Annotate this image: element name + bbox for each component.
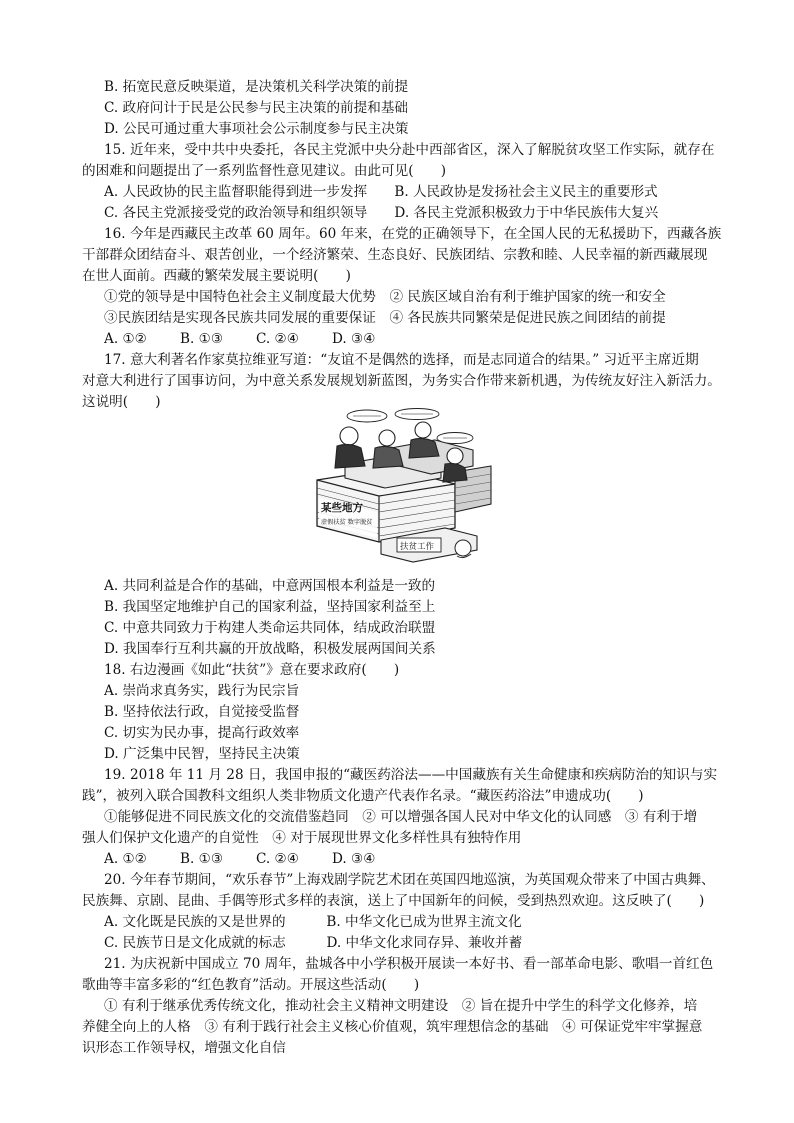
q21-statements-1: ① 有利于继承优秀传统文化，推动社会主义精神文明建设 ② 旨在提升中学生的科学文化修养，培 — [104, 998, 698, 1014]
q14-option-d: D. 公民可通过重大事项社会公示制度参与民主决策 — [104, 121, 409, 137]
cartoon-block-subtitle: 虚假扶贫 数字脱贫 — [321, 519, 373, 526]
q19-statements-2: 强人们保护文化遗产的自觉性 ④ 对于展现世界文化多样性具有独特作用 — [82, 830, 522, 846]
q16-option-b: B. ①③ — [180, 331, 224, 347]
q16-option-a: A. ①② — [104, 331, 147, 347]
q16-statements-2: ③民族团结是实现各民族共同发展的重要保证 ④ 各民族共同繁荣是促进民族之间团结的前提 — [104, 310, 666, 326]
q21-stem-line1: 21. 为庆祝新中国成立 70 周年，盐城各中小学积极开展读一本好书、看一部革命电影、歌唱一首红色 — [104, 956, 714, 972]
q18-option-a: A. 崇尚求真务实，践行为民宗旨 — [104, 683, 300, 699]
q16-statements-1: ①党的领导是中国特色社会主义制度最大优势 ② 民族区域自治有利于维护国家的统一和安全 — [104, 289, 666, 305]
q18-option-c: C. 切实为民办事，提高行政效率 — [104, 725, 300, 741]
q19-option-a: A. ①② — [104, 851, 147, 867]
q19-stem-line2: 践”，被列入联合国教科文组织人类非物质文化遗产代表作名录。“藏医药浴法”申遗成功( ) — [82, 788, 644, 804]
q21-statements-2: 养健全向上的人格 ③ 有利于践行社会主义核心价值观，筑牢理想信念的基础 ④ 可保证党牢牢掌握意 — [82, 1019, 703, 1035]
q20-options-ab: A. 文化既是民族的又是世界的 B. 中华文化已成为世界主流文化 — [104, 914, 522, 930]
q19-statements-1: ①能够促进不同民族文化的交流借鉴趋同 ② 可以增强各国人民对中华文化的认同感 ③ 有利于增 — [104, 809, 698, 825]
q17-option-b: B. 我国坚定地维护自己的国家利益，坚持国家利益至上 — [104, 599, 436, 615]
q15-options-cd: C. 各民主党派接受党的政治领导和组织领导 D. 各民主党派积极致力于中华民族伟大复兴 — [104, 205, 659, 221]
q19-options — [104, 849, 732, 869]
q14-option-b: B. 拓宽民意反映渠道，是决策机关科学决策的前提 — [104, 79, 409, 95]
q16-stem-line3: 在世人面前。西藏的繁荣发展主要说明( ) — [82, 268, 351, 284]
q19-option-c: C. ②④ — [256, 851, 299, 867]
q16-stem-line2: 干部群众团结奋斗、艰苦创业，一个经济繁荣、生态良好、民族团结、宗教和睦、人民幸福的新西藏展现 — [82, 247, 708, 263]
q20-stem-line1: 20. 今年春节期间，“欢乐春节”上海戏剧学院艺术团在英国四地巡演，为英国观众带来了中国古典舞、 — [104, 872, 715, 888]
q17-stem-line3: 这说明( ) — [82, 394, 161, 410]
q15-options-ab: A. 人民政协的民主监督职能得到进一步发挥 B. 人民政协是发扬社会主义民主的重要形式 — [104, 184, 658, 200]
q16-stem-line1: 16. 今年是西藏民主改革 60 周年。60 年来，在党的正确领导下，在全国人民的无私援助下，西藏各族 — [104, 226, 722, 242]
q17-stem-line2: 对意大利进行了国事访问，为中意关系发展规划新蓝图，为务实合作带来新机遇，为传统友好注入新活力。 — [82, 373, 721, 389]
q17-option-d: D. 我国奉行互利共赢的开放战略，积极发展两国间关系 — [104, 641, 436, 657]
q18-option-b: B. 坚持依法行政，自觉接受监督 — [104, 704, 300, 720]
q17-option-a: A. 共同利益是合作的基础，中意两国根本利益是一致的 — [104, 578, 436, 594]
q17-option-c: C. 中意共同致力于构建人类命运共同体，结成政治联盟 — [104, 620, 436, 636]
cartoon-tag-label: 扶贫工作 — [400, 542, 435, 552]
q19-option-d: D. ③④ — [332, 851, 376, 867]
cartoon-block-title: 某些地方 — [321, 502, 363, 514]
q15-stem-line1: 15. 近年来，受中共中央委托，各民主党派中央分赴中西部省区，深入了解脱贫攻坚工作实际，就存在 — [104, 142, 715, 158]
q19-option-b: B. ①③ — [180, 851, 224, 867]
q18-stem: 18. 右边漫画《如此“扶贫”》意在要求政府( ) — [104, 662, 400, 678]
q21-stem-line2: 歌曲等丰富多彩的“红色教育”活动。开展这些活动( ) — [82, 977, 420, 993]
poverty-relief-cartoon — [305, 408, 505, 570]
q16-option-d: D. ③④ — [332, 331, 376, 347]
q16-option-c: C. ②④ — [256, 331, 299, 347]
q20-options-cd: C. 民族节日是文化成就的标志 D. 中华文化求同存异、兼收并蓄 — [104, 935, 523, 951]
q17-stem-line1: 17. 意大利著名作家莫拉维亚写道：“友谊不是偶然的选择，而是志同道合的结果。” 习近平主席近期 — [104, 352, 699, 368]
q16-options — [104, 329, 732, 349]
q19-stem-line1: 19. 2018 年 11 月 28 日，我国申报的“藏医药浴法——中国藏族有关生命健康和疾病防治的知识与实 — [104, 767, 718, 783]
q21-statements-3: 识形态工作领导权，增强文化自信 — [82, 1040, 286, 1056]
q20-stem-line2: 民族舞、京剧、昆曲、手偶等形式多样的表演，送上了中国新年的问候，受到热烈欢迎。这反映了( ) — [82, 893, 705, 909]
q15-stem-line2: 的困难和问题提出了一系列监督性意见建议。由此可见( ) — [82, 163, 447, 179]
q18-option-d: D. 广泛集中民智，坚持民主决策 — [104, 746, 300, 762]
q14-option-c: C. 政府问计于民是公民参与民主决策的前提和基础 — [104, 100, 409, 116]
